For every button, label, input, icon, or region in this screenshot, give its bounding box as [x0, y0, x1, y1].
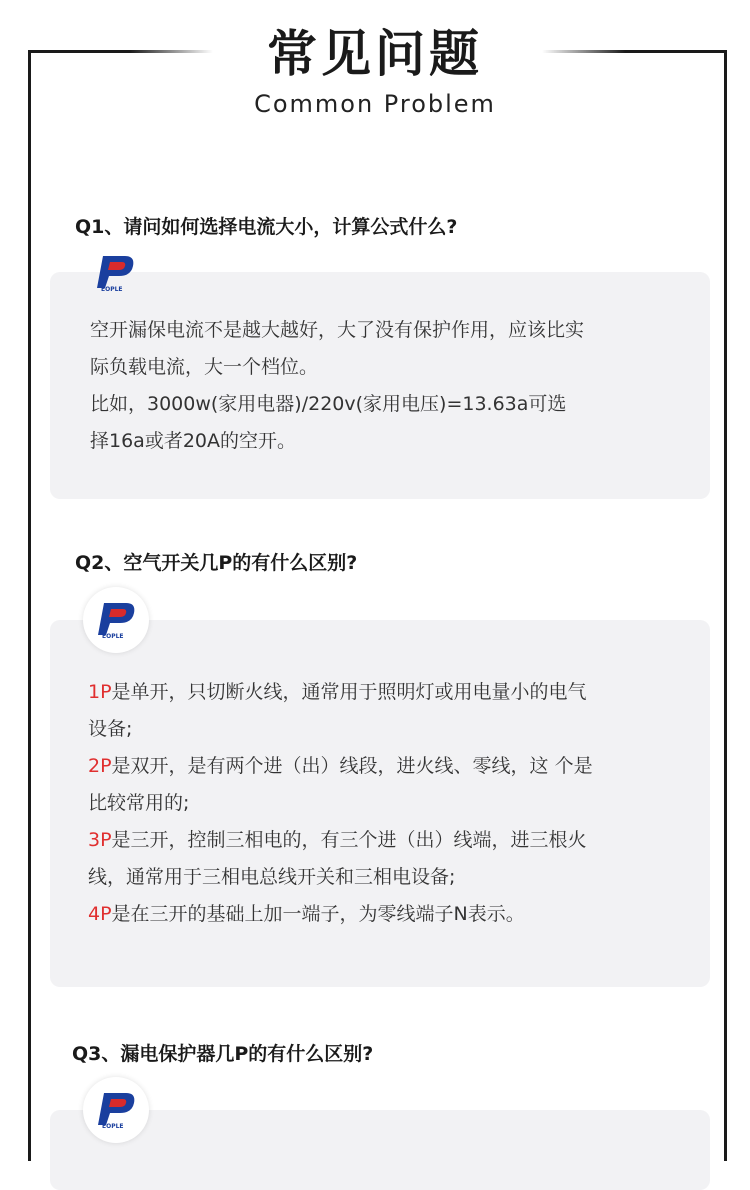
svg-text:EOPLE: EOPLE [102, 633, 124, 639]
pole-label-2p: 2P [88, 755, 112, 777]
answer-1-line-4: 择16a或者20A的空开。 [90, 430, 296, 452]
svg-text:EOPLE: EOPLE [101, 286, 123, 292]
answer-2-line-1: 1P是单开，只切断火线，通常用于照明灯或用电量小的电气 [88, 681, 587, 703]
answer-2-line-5: 3P是三开，控制三相电的，有三个进（出）线端，进三根火 [88, 829, 587, 851]
people-logo-icon [83, 1077, 149, 1143]
question-1: Q1、请问如何选择电流大小，计算公式什么? [75, 216, 458, 238]
pole-label-1p: 1P [88, 681, 112, 703]
page-title: 常见问题 [267, 25, 483, 83]
answer-1-line-2: 际负载电流，大一个档位。 [90, 356, 319, 378]
answer-2-line-2: 设备; [88, 718, 133, 740]
answer-2-line-6: 线，通常用于三相电总线开关和三相电设备; [88, 866, 456, 888]
people-logo-icon [83, 587, 149, 653]
frame-left-border [28, 50, 31, 1161]
answer-2-line-7: 4P是在三开的基础上加一端子，为零线端子N表示。 [88, 903, 525, 925]
answer-2-line-3: 2P是双开，是有两个进（出）线段，进火线、零线，这 个是 [88, 755, 593, 777]
question-2: Q2、空气开关几P的有什么区别? [75, 552, 358, 574]
svg-text:EOPLE: EOPLE [102, 1123, 124, 1129]
answer-1-line-1: 空开漏保电流不是越大越好，大了没有保护作用，应该比实 [90, 319, 585, 341]
page-subtitle: Common Problem [254, 90, 496, 118]
pole-label-4p: 4P [88, 903, 112, 925]
frame-right-border [724, 50, 727, 1161]
answer-card-3 [50, 1110, 710, 1190]
answer-1-line-3: 比如，3000w(家用电器)/220v(家用电压)=13.63a可选 [90, 393, 567, 415]
people-logo-icon [82, 240, 148, 306]
pole-label-3p: 3P [88, 829, 112, 851]
question-3: Q3、漏电保护器几P的有什么区别? [72, 1043, 374, 1065]
answer-2-line-4: 比较常用的; [88, 792, 190, 814]
